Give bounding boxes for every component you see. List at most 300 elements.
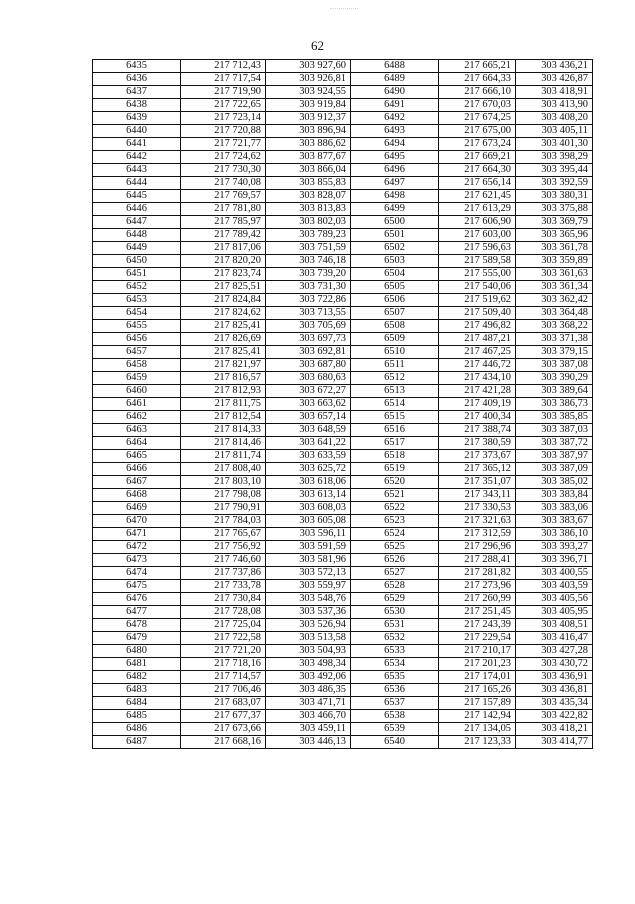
x-coord-left: 217 722,65 — [181, 99, 266, 112]
x-coord-right: 217 496,82 — [439, 320, 516, 333]
x-coord-left: 217 668,16 — [181, 736, 266, 749]
y-coord-left: 303 896,94 — [266, 125, 351, 138]
point-id-left: 6468 — [93, 489, 181, 502]
point-id-left: 6459 — [93, 372, 181, 385]
y-coord-right: 303 364,48 — [516, 307, 593, 320]
point-id-right: 6490 — [351, 86, 439, 99]
point-id-left: 6469 — [93, 502, 181, 515]
y-coord-left: 303 526,94 — [266, 619, 351, 632]
x-coord-left: 217 798,08 — [181, 489, 266, 502]
x-coord-left: 217 721,77 — [181, 138, 266, 151]
table-row — [93, 151, 593, 164]
point-id-left: 6456 — [93, 333, 181, 346]
point-id-right: 6531 — [351, 619, 439, 632]
table-row — [93, 593, 593, 606]
x-coord-right: 217 380,59 — [439, 437, 516, 450]
point-id-right: 6496 — [351, 164, 439, 177]
x-coord-right: 217 675,00 — [439, 125, 516, 138]
point-id-left: 6438 — [93, 99, 181, 112]
y-coord-right: 303 383,67 — [516, 515, 593, 528]
y-coord-left: 303 625,72 — [266, 463, 351, 476]
point-id-right: 6517 — [351, 437, 439, 450]
table-row — [93, 424, 593, 437]
y-coord-right: 303 365,96 — [516, 229, 593, 242]
y-coord-left: 303 697,73 — [266, 333, 351, 346]
table-row — [93, 554, 593, 567]
y-coord-left: 303 608,03 — [266, 502, 351, 515]
y-coord-left: 303 912,37 — [266, 112, 351, 125]
point-id-right: 6504 — [351, 268, 439, 281]
x-coord-right: 217 446,72 — [439, 359, 516, 372]
point-id-left: 6445 — [93, 190, 181, 203]
table-row — [93, 138, 593, 151]
point-id-right: 6512 — [351, 372, 439, 385]
y-coord-left: 303 751,59 — [266, 242, 351, 255]
y-coord-left: 303 446,13 — [266, 736, 351, 749]
y-coord-left: 303 605,08 — [266, 515, 351, 528]
y-coord-right: 303 387,03 — [516, 424, 593, 437]
point-id-right: 6501 — [351, 229, 439, 242]
point-id-right: 6489 — [351, 73, 439, 86]
y-coord-right: 303 426,87 — [516, 73, 593, 86]
y-coord-left: 303 613,14 — [266, 489, 351, 502]
x-coord-right: 217 421,28 — [439, 385, 516, 398]
point-id-left: 6458 — [93, 359, 181, 372]
point-id-right: 6530 — [351, 606, 439, 619]
x-coord-right: 217 664,30 — [439, 164, 516, 177]
y-coord-left: 303 855,83 — [266, 177, 351, 190]
y-coord-right: 303 436,81 — [516, 684, 593, 697]
x-coord-right: 217 621,45 — [439, 190, 516, 203]
x-coord-left: 217 817,06 — [181, 242, 266, 255]
point-id-left: 6450 — [93, 255, 181, 268]
x-coord-left: 217 730,30 — [181, 164, 266, 177]
y-coord-right: 303 383,84 — [516, 489, 593, 502]
y-coord-left: 303 581,96 — [266, 554, 351, 567]
y-coord-right: 303 401,30 — [516, 138, 593, 151]
y-coord-left: 303 722,86 — [266, 294, 351, 307]
point-id-right: 6503 — [351, 255, 439, 268]
x-coord-right: 217 296,96 — [439, 541, 516, 554]
y-coord-left: 303 789,23 — [266, 229, 351, 242]
point-id-right: 6498 — [351, 190, 439, 203]
y-coord-right: 303 430,72 — [516, 658, 593, 671]
point-id-left: 6447 — [93, 216, 181, 229]
point-id-right: 6524 — [351, 528, 439, 541]
point-id-left: 6437 — [93, 86, 181, 99]
x-coord-left: 217 824,62 — [181, 307, 266, 320]
y-coord-right: 303 361,78 — [516, 242, 593, 255]
x-coord-right: 217 613,29 — [439, 203, 516, 216]
point-id-right: 6507 — [351, 307, 439, 320]
y-coord-right: 303 383,06 — [516, 502, 593, 515]
point-id-left: 6485 — [93, 710, 181, 723]
x-coord-right: 217 434,10 — [439, 372, 516, 385]
x-coord-right: 217 321,63 — [439, 515, 516, 528]
x-coord-right: 217 674,25 — [439, 112, 516, 125]
table-row — [93, 723, 593, 736]
y-coord-right: 303 436,21 — [516, 60, 593, 73]
x-coord-right: 217 673,24 — [439, 138, 516, 151]
y-coord-right: 303 386,73 — [516, 398, 593, 411]
y-coord-right: 303 368,22 — [516, 320, 593, 333]
point-id-left: 6441 — [93, 138, 181, 151]
x-coord-right: 217 540,06 — [439, 281, 516, 294]
point-id-right: 6488 — [351, 60, 439, 73]
table-row — [93, 632, 593, 645]
x-coord-left: 217 785,97 — [181, 216, 266, 229]
y-coord-right: 303 371,38 — [516, 333, 593, 346]
table-row — [93, 450, 593, 463]
point-id-right: 6514 — [351, 398, 439, 411]
y-coord-left: 303 618,06 — [266, 476, 351, 489]
y-coord-left: 303 731,30 — [266, 281, 351, 294]
point-id-right: 6533 — [351, 645, 439, 658]
x-coord-right: 217 210,17 — [439, 645, 516, 658]
y-coord-left: 303 486,35 — [266, 684, 351, 697]
point-id-right: 6509 — [351, 333, 439, 346]
y-coord-right: 303 385,85 — [516, 411, 593, 424]
x-coord-left: 217 721,20 — [181, 645, 266, 658]
y-coord-left: 303 672,27 — [266, 385, 351, 398]
point-id-left: 6475 — [93, 580, 181, 593]
table-row — [93, 398, 593, 411]
table-row — [93, 86, 593, 99]
x-coord-left: 217 826,69 — [181, 333, 266, 346]
point-id-left: 6435 — [93, 60, 181, 73]
table-row — [93, 73, 593, 86]
point-id-right: 6511 — [351, 359, 439, 372]
y-coord-left: 303 492,06 — [266, 671, 351, 684]
y-coord-right: 303 396,71 — [516, 554, 593, 567]
y-coord-right: 303 400,55 — [516, 567, 593, 580]
y-coord-right: 303 422,82 — [516, 710, 593, 723]
table-row — [93, 60, 593, 73]
table-row — [93, 216, 593, 229]
point-id-right: 6506 — [351, 294, 439, 307]
y-coord-right: 303 427,28 — [516, 645, 593, 658]
point-id-right: 6497 — [351, 177, 439, 190]
x-coord-left: 217 746,60 — [181, 554, 266, 567]
table-row — [93, 515, 593, 528]
point-id-left: 6467 — [93, 476, 181, 489]
table-row — [93, 671, 593, 684]
table-row — [93, 606, 593, 619]
point-id-right: 6491 — [351, 99, 439, 112]
x-coord-right: 217 589,58 — [439, 255, 516, 268]
table-row — [93, 229, 593, 242]
y-coord-left: 303 663,62 — [266, 398, 351, 411]
x-coord-right: 217 251,45 — [439, 606, 516, 619]
y-coord-left: 303 813,83 — [266, 203, 351, 216]
y-coord-right: 303 369,79 — [516, 216, 593, 229]
point-id-left: 6482 — [93, 671, 181, 684]
x-coord-left: 217 814,33 — [181, 424, 266, 437]
y-coord-right: 303 362,42 — [516, 294, 593, 307]
x-coord-left: 217 724,62 — [181, 151, 266, 164]
y-coord-right: 303 375,88 — [516, 203, 593, 216]
y-coord-right: 303 405,56 — [516, 593, 593, 606]
table-row — [93, 255, 593, 268]
x-coord-left: 217 740,08 — [181, 177, 266, 190]
point-id-left: 6484 — [93, 697, 181, 710]
point-id-right: 6540 — [351, 736, 439, 749]
y-coord-right: 303 361,63 — [516, 268, 593, 281]
y-coord-right: 303 405,95 — [516, 606, 593, 619]
table-row — [93, 346, 593, 359]
table-row — [93, 320, 593, 333]
x-coord-left: 217 719,90 — [181, 86, 266, 99]
table-row — [93, 281, 593, 294]
x-coord-right: 217 669,21 — [439, 151, 516, 164]
table-row — [93, 125, 593, 138]
point-id-left: 6476 — [93, 593, 181, 606]
x-coord-left: 217 811,74 — [181, 450, 266, 463]
point-id-left: 6478 — [93, 619, 181, 632]
y-coord-right: 303 435,34 — [516, 697, 593, 710]
point-id-right: 6519 — [351, 463, 439, 476]
x-coord-left: 217 811,75 — [181, 398, 266, 411]
x-coord-left: 217 825,41 — [181, 320, 266, 333]
x-coord-left: 217 725,04 — [181, 619, 266, 632]
y-coord-right: 303 387,08 — [516, 359, 593, 372]
point-id-left: 6465 — [93, 450, 181, 463]
y-coord-left: 303 926,81 — [266, 73, 351, 86]
x-coord-left: 217 816,57 — [181, 372, 266, 385]
table-row — [93, 385, 593, 398]
x-coord-left: 217 756,92 — [181, 541, 266, 554]
y-coord-left: 303 504,93 — [266, 645, 351, 658]
y-coord-right: 303 392,59 — [516, 177, 593, 190]
point-id-right: 6492 — [351, 112, 439, 125]
table-row — [93, 333, 593, 346]
x-coord-left: 217 803,10 — [181, 476, 266, 489]
table-row — [93, 112, 593, 125]
point-id-left: 6436 — [93, 73, 181, 86]
table-row — [93, 294, 593, 307]
x-coord-left: 217 720,88 — [181, 125, 266, 138]
x-coord-left: 217 718,16 — [181, 658, 266, 671]
x-coord-right: 217 281,82 — [439, 567, 516, 580]
table-row — [93, 203, 593, 216]
y-coord-right: 303 386,10 — [516, 528, 593, 541]
point-id-right: 6505 — [351, 281, 439, 294]
y-coord-right: 303 395,44 — [516, 164, 593, 177]
point-id-right: 6536 — [351, 684, 439, 697]
point-id-right: 6518 — [351, 450, 439, 463]
table-row — [93, 541, 593, 554]
x-coord-right: 217 260,99 — [439, 593, 516, 606]
y-coord-left: 303 919,84 — [266, 99, 351, 112]
y-coord-right: 303 436,91 — [516, 671, 593, 684]
y-coord-right: 303 379,15 — [516, 346, 593, 359]
x-coord-right: 217 409,19 — [439, 398, 516, 411]
table-row — [93, 99, 593, 112]
x-coord-right: 217 174,01 — [439, 671, 516, 684]
x-coord-right: 217 666,10 — [439, 86, 516, 99]
table-row — [93, 177, 593, 190]
y-coord-left: 303 886,62 — [266, 138, 351, 151]
y-coord-left: 303 648,59 — [266, 424, 351, 437]
x-coord-right: 217 157,89 — [439, 697, 516, 710]
point-id-right: 6510 — [351, 346, 439, 359]
x-coord-left: 217 825,41 — [181, 346, 266, 359]
y-coord-left: 303 641,22 — [266, 437, 351, 450]
x-coord-left: 217 769,57 — [181, 190, 266, 203]
x-coord-left: 217 706,46 — [181, 684, 266, 697]
point-id-right: 6521 — [351, 489, 439, 502]
point-id-left: 6473 — [93, 554, 181, 567]
x-coord-right: 217 134,05 — [439, 723, 516, 736]
x-coord-right: 217 373,67 — [439, 450, 516, 463]
point-id-right: 6523 — [351, 515, 439, 528]
point-id-left: 6463 — [93, 424, 181, 437]
point-id-right: 6494 — [351, 138, 439, 151]
y-coord-left: 303 687,80 — [266, 359, 351, 372]
table-row — [93, 489, 593, 502]
x-coord-left: 217 781,80 — [181, 203, 266, 216]
point-id-left: 6448 — [93, 229, 181, 242]
y-coord-left: 303 680,63 — [266, 372, 351, 385]
y-coord-right: 303 387,72 — [516, 437, 593, 450]
x-coord-right: 217 123,33 — [439, 736, 516, 749]
y-coord-right: 303 393,27 — [516, 541, 593, 554]
x-coord-left: 217 825,51 — [181, 281, 266, 294]
y-coord-right: 303 416,47 — [516, 632, 593, 645]
y-coord-left: 303 713,55 — [266, 307, 351, 320]
y-coord-right: 303 408,51 — [516, 619, 593, 632]
point-id-left: 6439 — [93, 112, 181, 125]
x-coord-left: 217 784,03 — [181, 515, 266, 528]
table-row — [93, 528, 593, 541]
table-row — [93, 684, 593, 697]
table-row — [93, 736, 593, 749]
x-coord-right: 217 330,53 — [439, 502, 516, 515]
table-row — [93, 359, 593, 372]
x-coord-left: 217 717,54 — [181, 73, 266, 86]
y-coord-right: 303 389,64 — [516, 385, 593, 398]
y-coord-right: 303 413,90 — [516, 99, 593, 112]
y-coord-left: 303 828,07 — [266, 190, 351, 203]
table-row — [93, 411, 593, 424]
table-row — [93, 619, 593, 632]
y-coord-right: 303 387,97 — [516, 450, 593, 463]
y-coord-left: 303 877,67 — [266, 151, 351, 164]
x-coord-left: 217 683,07 — [181, 697, 266, 710]
x-coord-left: 217 723,14 — [181, 112, 266, 125]
x-coord-right: 217 656,14 — [439, 177, 516, 190]
x-coord-right: 217 467,25 — [439, 346, 516, 359]
x-coord-right: 217 509,40 — [439, 307, 516, 320]
y-coord-right: 303 385,02 — [516, 476, 593, 489]
point-id-left: 6464 — [93, 437, 181, 450]
point-id-left: 6470 — [93, 515, 181, 528]
point-id-left: 6480 — [93, 645, 181, 658]
table-row — [93, 242, 593, 255]
point-id-left: 6446 — [93, 203, 181, 216]
table-row — [93, 710, 593, 723]
point-id-left: 6486 — [93, 723, 181, 736]
point-id-right: 6528 — [351, 580, 439, 593]
point-id-left: 6443 — [93, 164, 181, 177]
y-coord-right: 303 390,29 — [516, 372, 593, 385]
y-coord-right: 303 380,31 — [516, 190, 593, 203]
x-coord-left: 217 714,57 — [181, 671, 266, 684]
table-row — [93, 463, 593, 476]
x-coord-right: 217 229,54 — [439, 632, 516, 645]
y-coord-left: 303 633,59 — [266, 450, 351, 463]
y-coord-left: 303 559,97 — [266, 580, 351, 593]
point-id-left: 6481 — [93, 658, 181, 671]
point-id-right: 6495 — [351, 151, 439, 164]
x-coord-left: 217 722,58 — [181, 632, 266, 645]
y-coord-left: 303 927,60 — [266, 60, 351, 73]
y-coord-left: 303 746,18 — [266, 255, 351, 268]
y-coord-left: 303 596,11 — [266, 528, 351, 541]
point-id-right: 6502 — [351, 242, 439, 255]
x-coord-right: 217 365,12 — [439, 463, 516, 476]
table-row — [93, 697, 593, 710]
point-id-right: 6499 — [351, 203, 439, 216]
point-id-right: 6535 — [351, 671, 439, 684]
table-row — [93, 190, 593, 203]
x-coord-left: 217 812,93 — [181, 385, 266, 398]
x-coord-right: 217 487,21 — [439, 333, 516, 346]
x-coord-left: 217 812,54 — [181, 411, 266, 424]
point-id-right: 6513 — [351, 385, 439, 398]
y-coord-left: 303 548,76 — [266, 593, 351, 606]
point-id-right: 6525 — [351, 541, 439, 554]
point-id-left: 6451 — [93, 268, 181, 281]
x-coord-right: 217 388,74 — [439, 424, 516, 437]
x-coord-right: 217 603,00 — [439, 229, 516, 242]
x-coord-right: 217 606,90 — [439, 216, 516, 229]
x-coord-right: 217 312,59 — [439, 528, 516, 541]
point-id-left: 6452 — [93, 281, 181, 294]
y-coord-left: 303 739,20 — [266, 268, 351, 281]
x-coord-left: 217 821,97 — [181, 359, 266, 372]
y-coord-left: 303 498,34 — [266, 658, 351, 671]
y-coord-left: 303 459,11 — [266, 723, 351, 736]
point-id-left: 6483 — [93, 684, 181, 697]
table-row — [93, 580, 593, 593]
y-coord-left: 303 591,59 — [266, 541, 351, 554]
y-coord-right: 303 414,77 — [516, 736, 593, 749]
x-coord-left: 217 790,91 — [181, 502, 266, 515]
y-coord-left: 303 866,04 — [266, 164, 351, 177]
y-coord-left: 303 924,55 — [266, 86, 351, 99]
point-id-left: 6457 — [93, 346, 181, 359]
point-id-left: 6461 — [93, 398, 181, 411]
x-coord-right: 217 201,23 — [439, 658, 516, 671]
point-id-right: 6508 — [351, 320, 439, 333]
point-id-left: 6466 — [93, 463, 181, 476]
table-row — [93, 476, 593, 489]
point-id-right: 6493 — [351, 125, 439, 138]
point-id-right: 6527 — [351, 567, 439, 580]
y-coord-right: 303 408,20 — [516, 112, 593, 125]
y-coord-left: 303 513,58 — [266, 632, 351, 645]
point-id-right: 6532 — [351, 632, 439, 645]
point-id-right: 6522 — [351, 502, 439, 515]
point-id-right: 6520 — [351, 476, 439, 489]
point-id-left: 6472 — [93, 541, 181, 554]
y-coord-right: 303 359,89 — [516, 255, 593, 268]
y-coord-right: 303 418,91 — [516, 86, 593, 99]
point-id-left: 6440 — [93, 125, 181, 138]
point-id-right: 6515 — [351, 411, 439, 424]
x-coord-right: 217 664,33 — [439, 73, 516, 86]
